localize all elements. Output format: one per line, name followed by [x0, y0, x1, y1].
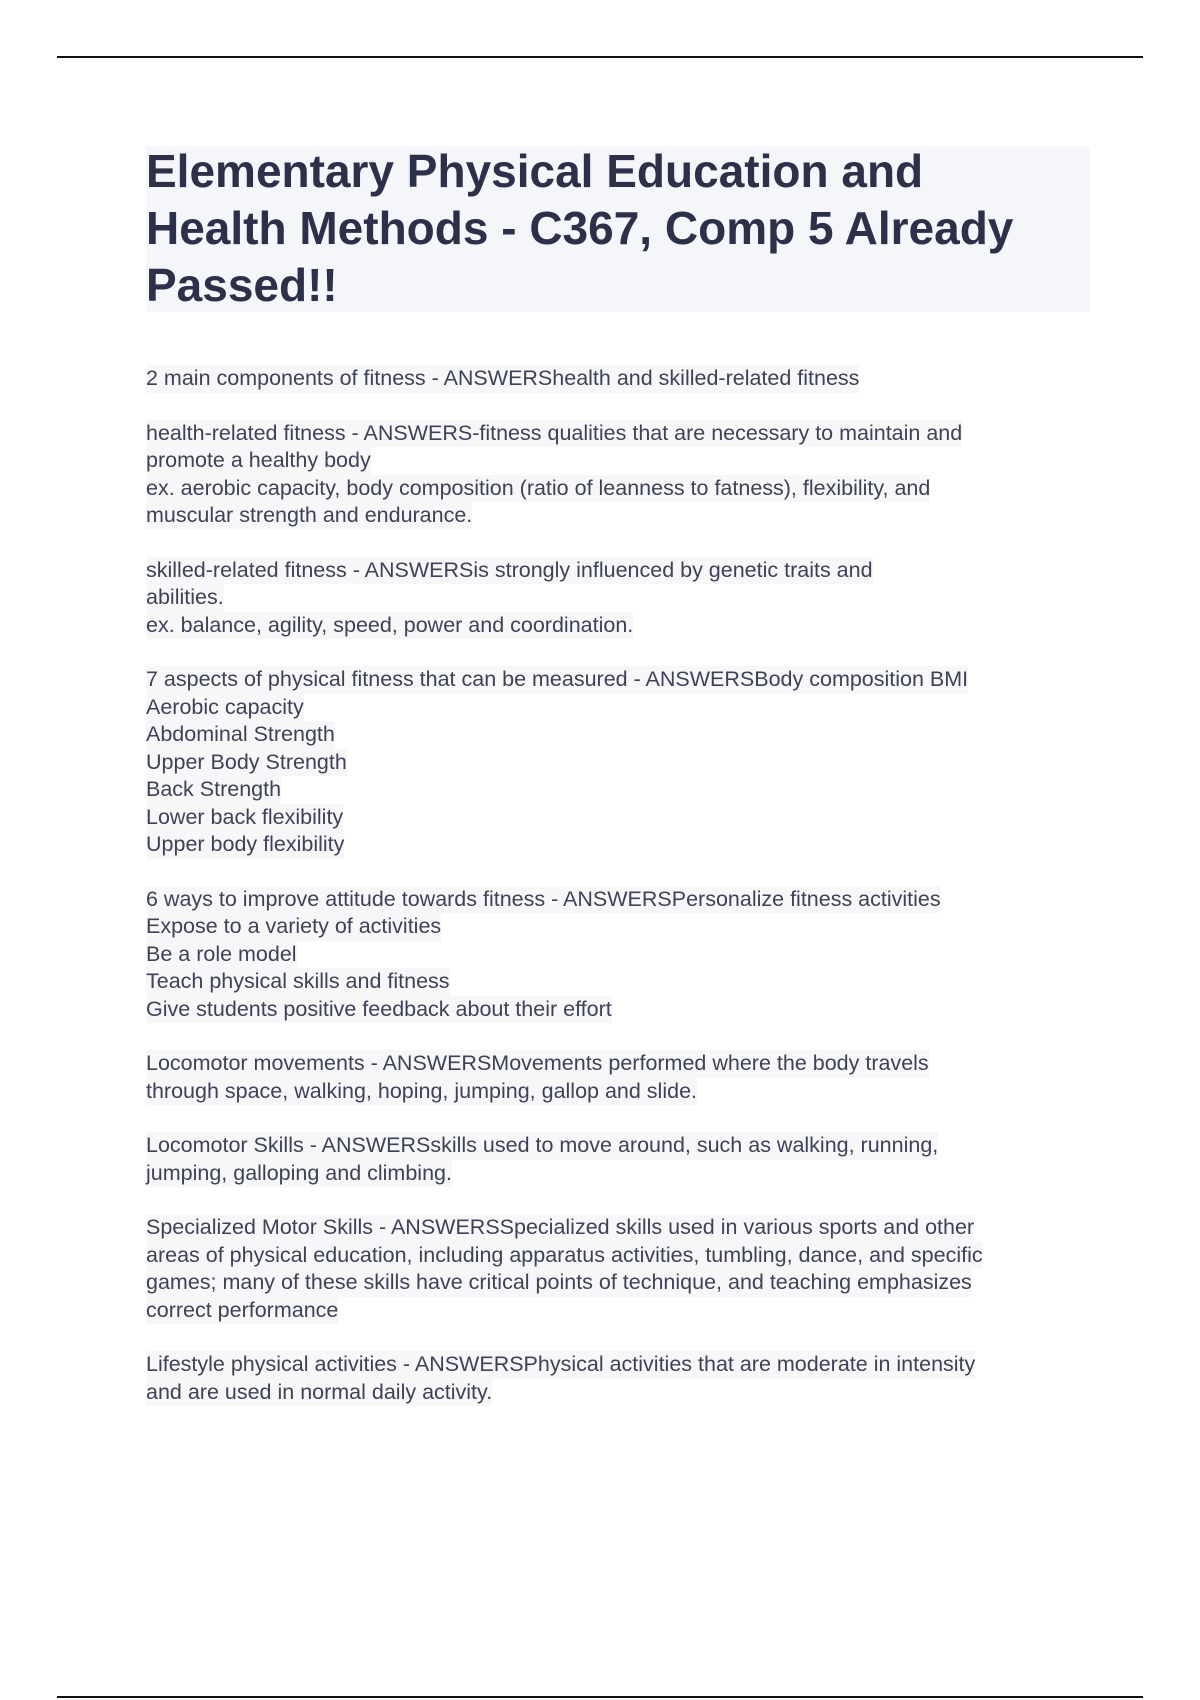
answer-continuation-line: Expose to a variety of activities: [146, 913, 441, 941]
title-block: [146, 146, 1090, 312]
question-answer-line: 6 ways to improve attitude towards fitness - ANSWERSPersonalize fitness activities: [146, 886, 941, 914]
question-answer-line: skilled-related fitness - ANSWERSis strongly influenced by genetic traits and: [146, 557, 873, 585]
answer-continuation-line: Upper Body Strength: [146, 749, 347, 777]
flashcard-entry: [146, 1050, 1090, 1105]
answer-continuation-line: games; many of these skills have critical points of technique, and teaching emphasizes: [146, 1269, 972, 1297]
answer-continuation-line: promote a healthy body: [146, 447, 371, 475]
question-answer-line: Specialized Motor Skills - ANSWERSSpecialized skills used in various sports and other: [146, 1214, 974, 1242]
flashcard-list: [146, 365, 1090, 1433]
page-title: [146, 143, 1090, 314]
question-answer-line: 2 main components of fitness - ANSWERShealth and skilled-related fitness: [146, 365, 859, 393]
flashcard-entry: [146, 557, 1090, 640]
question-answer-line: Locomotor Skills - ANSWERSskills used to move around, such as walking, running,: [146, 1132, 938, 1160]
question-answer-line: 7 aspects of physical fitness that can be measured - ANSWERSBody composition BMI: [146, 666, 968, 694]
question-answer-line: Locomotor movements - ANSWERSMovements performed where the body travels: [146, 1050, 929, 1078]
answer-continuation-line: muscular strength and endurance.: [146, 502, 472, 530]
title-line: Elementary Physical Education and: [146, 145, 924, 197]
answer-continuation-line: jumping, galloping and climbing.: [146, 1160, 452, 1188]
flashcard-entry: [146, 886, 1090, 1024]
flashcard-entry: [146, 1351, 1090, 1406]
top-rule: [57, 56, 1143, 58]
question-answer-line: Lifestyle physical activities - ANSWERSPhysical activities that are moderate in intensity: [146, 1351, 975, 1379]
answer-continuation-line: abilities.: [146, 584, 224, 612]
flashcard-entry: [146, 365, 1090, 393]
title-line: Passed!!: [146, 259, 338, 311]
answer-continuation-line: Back Strength: [146, 776, 281, 804]
answer-continuation-line: Abdominal Strength: [146, 721, 335, 749]
flashcard-entry: [146, 666, 1090, 859]
answer-continuation-line: Upper body flexibility: [146, 831, 344, 859]
bottom-rule: [57, 1696, 1143, 1698]
answer-continuation-line: ex. balance, agility, speed, power and coordination.: [146, 612, 633, 640]
answer-continuation-line: correct performance: [146, 1297, 338, 1325]
answer-continuation-line: Be a role model: [146, 941, 297, 969]
question-answer-line: health-related fitness - ANSWERS-fitness qualities that are necessary to maintain and: [146, 420, 962, 448]
answer-continuation-line: and are used in normal daily activity.: [146, 1379, 492, 1407]
answer-continuation-line: Teach physical skills and fitness: [146, 968, 450, 996]
flashcard-entry: [146, 1132, 1090, 1187]
flashcard-entry: [146, 1214, 1090, 1324]
answer-continuation-line: through space, walking, hoping, jumping, gallop and slide.: [146, 1078, 697, 1106]
title-line: Health Methods - C367, Comp 5 Already: [146, 202, 1014, 254]
flashcard-entry: [146, 420, 1090, 530]
answer-continuation-line: ex. aerobic capacity, body composition (ratio of leanness to fatness), flexibility, and: [146, 475, 930, 503]
answer-continuation-line: Give students positive feedback about their effort: [146, 996, 612, 1024]
answer-continuation-line: Lower back flexibility: [146, 804, 343, 832]
answer-continuation-line: areas of physical education, including apparatus activities, tumbling, dance, and specific: [146, 1242, 983, 1270]
answer-continuation-line: Aerobic capacity: [146, 694, 304, 722]
